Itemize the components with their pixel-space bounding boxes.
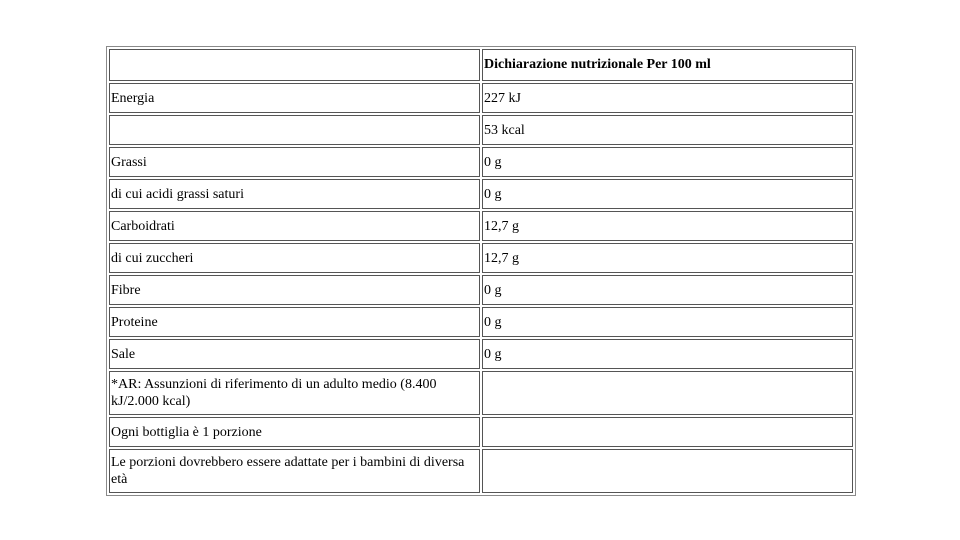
- row-value: 12,7 g: [482, 211, 853, 241]
- row-value: 0 g: [482, 275, 853, 305]
- table-row: [109, 449, 853, 493]
- table-row: [109, 307, 853, 337]
- table-row: [109, 211, 853, 241]
- row-label: *AR: Assunzioni di riferimento di un adulto medio (8.400 kJ/2.000 kcal): [109, 371, 480, 415]
- header-value-cell: Dichiarazione nutrizionale Per 100 ml: [482, 49, 853, 81]
- header-label-cell: [109, 49, 480, 81]
- row-value: 0 g: [482, 339, 853, 369]
- row-value: 53 kcal: [482, 115, 853, 145]
- table-row: [109, 339, 853, 369]
- table-row: [109, 147, 853, 177]
- row-value: 12,7 g: [482, 243, 853, 273]
- nutrition-table: [106, 46, 856, 496]
- row-label: Sale: [109, 339, 480, 369]
- table-row: [109, 275, 853, 305]
- table-row: [109, 83, 853, 113]
- row-label: di cui zuccheri: [109, 243, 480, 273]
- row-label: Le porzioni dovrebbero essere adattate per i bambini di diversa età: [109, 449, 480, 493]
- row-value: [482, 449, 853, 493]
- table-row: [109, 243, 853, 273]
- row-label: Proteine: [109, 307, 480, 337]
- table-row: [109, 115, 853, 145]
- row-value: [482, 371, 853, 415]
- table-row: [109, 417, 853, 447]
- table-row: [109, 179, 853, 209]
- row-value: 0 g: [482, 179, 853, 209]
- row-value: 227 kJ: [482, 83, 853, 113]
- row-value: [482, 417, 853, 447]
- row-value: 0 g: [482, 307, 853, 337]
- table-header-row: [109, 49, 853, 81]
- row-label: Energia: [109, 83, 480, 113]
- row-label: di cui acidi grassi saturi: [109, 179, 480, 209]
- row-label: [109, 115, 480, 145]
- row-label: Grassi: [109, 147, 480, 177]
- row-label: Fibre: [109, 275, 480, 305]
- row-label: Carboidrati: [109, 211, 480, 241]
- row-label: Ogni bottiglia è 1 porzione: [109, 417, 480, 447]
- table-row: [109, 371, 853, 415]
- row-value: 0 g: [482, 147, 853, 177]
